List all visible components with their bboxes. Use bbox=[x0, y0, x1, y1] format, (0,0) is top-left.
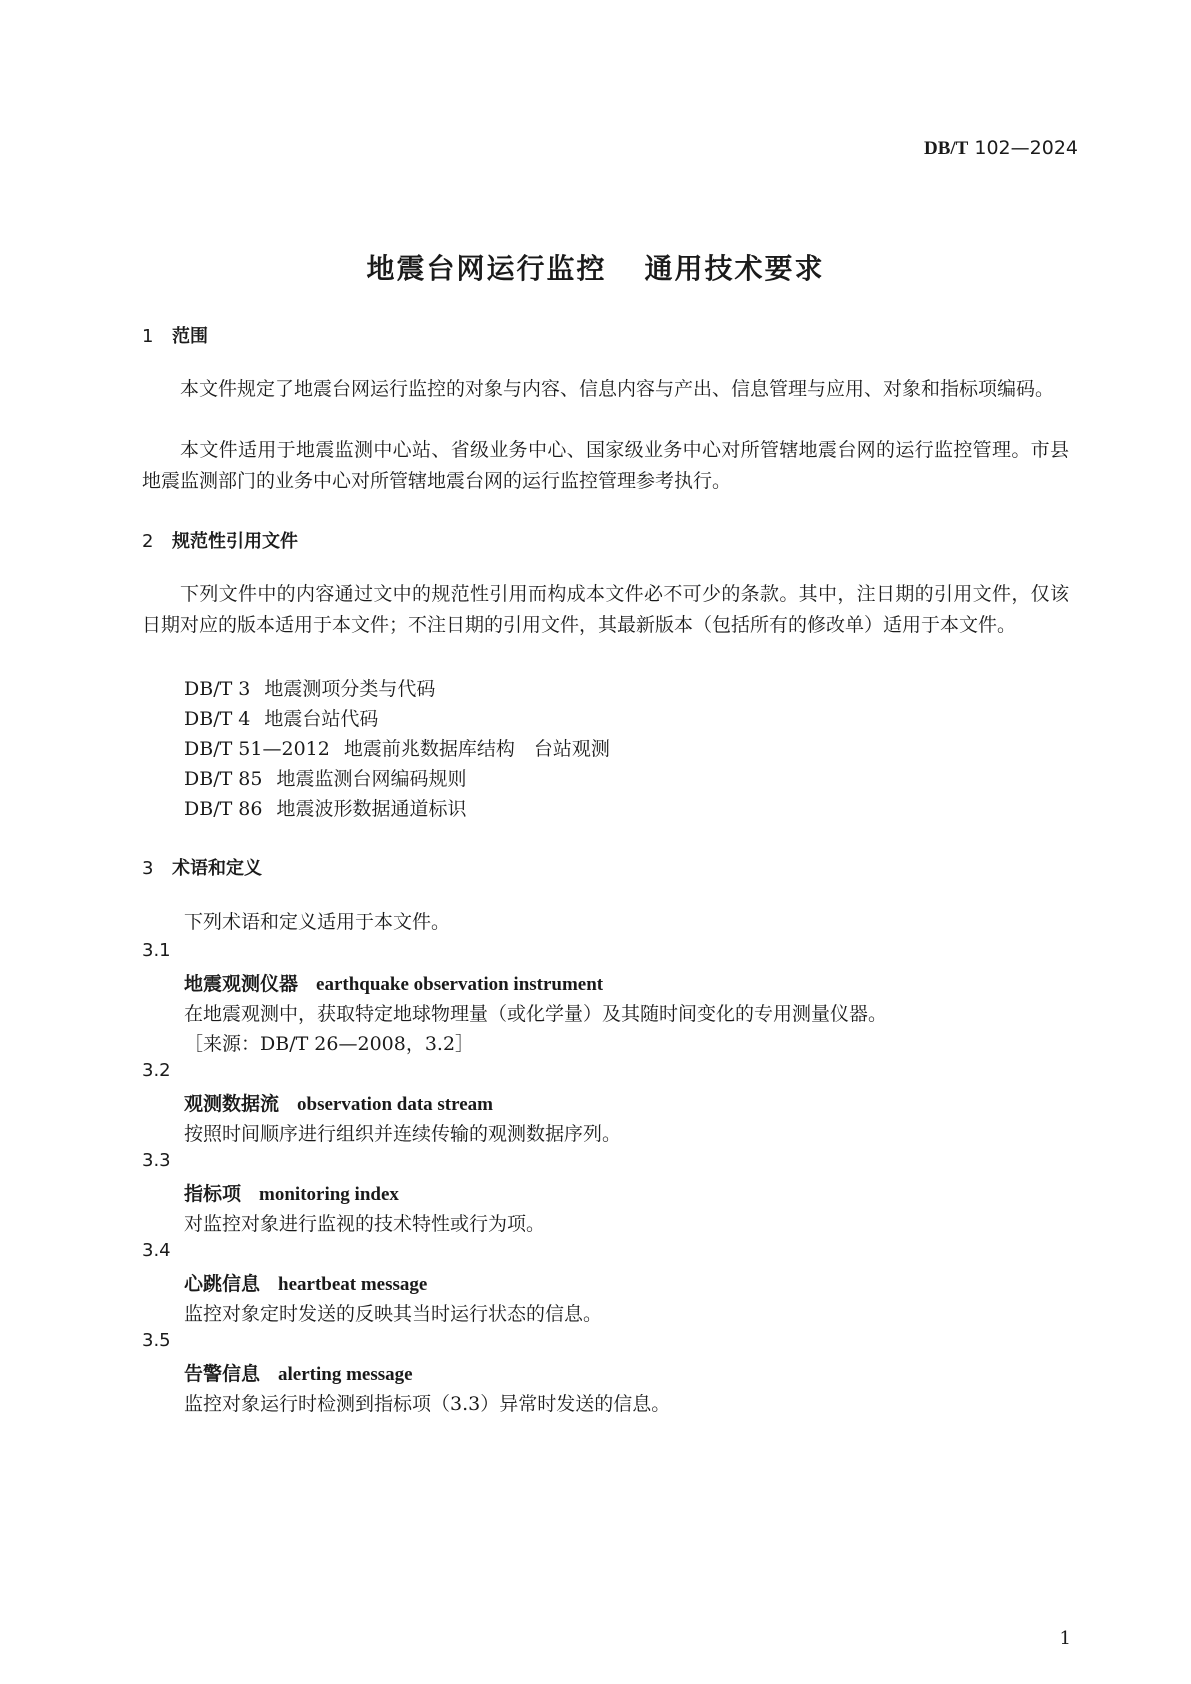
section-2-number: 2 bbox=[142, 531, 154, 552]
reference-item bbox=[184, 794, 467, 821]
reference-item bbox=[184, 734, 610, 761]
standard-code-number: 102—2024 bbox=[974, 137, 1078, 159]
document-title bbox=[0, 247, 1191, 287]
section-3-title: 术语和定义 bbox=[172, 858, 262, 879]
section-1-number: 1 bbox=[142, 326, 154, 347]
term-number: 3.2 bbox=[142, 1060, 171, 1081]
term-english: alerting message bbox=[278, 1364, 413, 1385]
term-chinese: 心跳信息 bbox=[184, 1273, 261, 1295]
standard-code bbox=[924, 137, 1078, 160]
section-3-intro: 下列术语和定义适用于本文件。 bbox=[184, 911, 451, 933]
term-definition: 对监控对象进行监视的技术特性或行为项。 bbox=[184, 1213, 546, 1235]
title-part1: 地震台网运行监控 bbox=[366, 252, 607, 285]
term-chinese: 告警信息 bbox=[184, 1363, 261, 1385]
reference-item bbox=[184, 704, 378, 731]
reference-code: DB/T 85 bbox=[184, 768, 263, 790]
standard-code-prefix: DB/T bbox=[923, 138, 969, 159]
reference-code: DB/T 51—2012 bbox=[184, 738, 330, 760]
section-1-heading bbox=[142, 322, 208, 348]
reference-code: DB/T 4 bbox=[184, 708, 251, 730]
term-english: observation data stream bbox=[297, 1094, 493, 1115]
section-1-title: 范围 bbox=[172, 326, 208, 347]
reference-title: 地震测项分类与代码 bbox=[264, 678, 436, 700]
term-heading bbox=[184, 1179, 399, 1206]
term-chinese: 观测数据流 bbox=[184, 1093, 280, 1115]
term-chinese: 地震观测仪器 bbox=[184, 973, 299, 995]
reference-item bbox=[184, 764, 467, 791]
section-3-heading bbox=[142, 854, 262, 880]
term-heading bbox=[184, 1359, 413, 1386]
reference-code: DB/T 3 bbox=[184, 678, 251, 700]
term-chinese: 指标项 bbox=[184, 1183, 242, 1205]
reference-title: 地震监测台网编码规则 bbox=[276, 768, 467, 790]
section-2-heading bbox=[142, 527, 298, 553]
term-number: 3.5 bbox=[142, 1330, 171, 1351]
term-definition: 在地震观测中，获取特定地球物理量（或化学量）及其随时间变化的专用测量仪器。 bbox=[184, 1003, 888, 1025]
section-3-number: 3 bbox=[142, 858, 154, 879]
term-english: heartbeat message bbox=[278, 1274, 428, 1295]
term-definition: 按照时间顺序进行组织并连续传输的观测数据序列。 bbox=[184, 1123, 622, 1145]
title-part2: 通用技术要求 bbox=[644, 252, 825, 285]
term-heading bbox=[184, 1269, 427, 1296]
section-1-paragraph-2: 本文件适用于地震监测中心站、省级业务中心、国家级业务中心对所管辖地震台网的运行监控管理。市县地震监测部门的业务中心对所管辖地震台网的运行监控管理参考执行。 bbox=[142, 439, 1069, 492]
reference-title: 地震台站代码 bbox=[264, 708, 379, 730]
term-source: ［来源：DB/T 26—2008，3.2］ bbox=[184, 1033, 475, 1055]
section-2-paragraph: 下列文件中的内容通过文中的规范性引用而构成本文件必不可少的条款。其中，注日期的引用文件，仅该日期对应的版本适用于本文件；不注日期的引用文件，其最新版本（包括所有的修改单）适用于本文件。 bbox=[142, 583, 1069, 636]
term-definition: 监控对象运行时检测到指标项（3.3）异常时发送的信息。 bbox=[184, 1393, 671, 1415]
term-number: 3.4 bbox=[142, 1240, 171, 1261]
page-number: 1 bbox=[1059, 1628, 1071, 1649]
reference-title: 地震前兆数据库结构 台站观测 bbox=[343, 738, 610, 760]
term-heading bbox=[184, 969, 603, 996]
term-definition: 监控对象定时发送的反映其当时运行状态的信息。 bbox=[184, 1303, 603, 1325]
term-number: 3.3 bbox=[142, 1150, 171, 1171]
term-number: 3.1 bbox=[142, 940, 171, 961]
section-2-title: 规范性引用文件 bbox=[172, 531, 298, 552]
reference-code: DB/T 86 bbox=[184, 798, 263, 820]
reference-title: 地震波形数据通道标识 bbox=[276, 798, 467, 820]
reference-item bbox=[184, 674, 435, 701]
section-1-paragraph-1: 本文件规定了地震台网运行监控的对象与内容、信息内容与产出、信息管理与应用、对象和指标项编码。 bbox=[180, 378, 1055, 400]
term-heading bbox=[184, 1089, 493, 1116]
term-english: monitoring index bbox=[259, 1184, 399, 1205]
term-english: earthquake observation instrument bbox=[316, 974, 604, 995]
